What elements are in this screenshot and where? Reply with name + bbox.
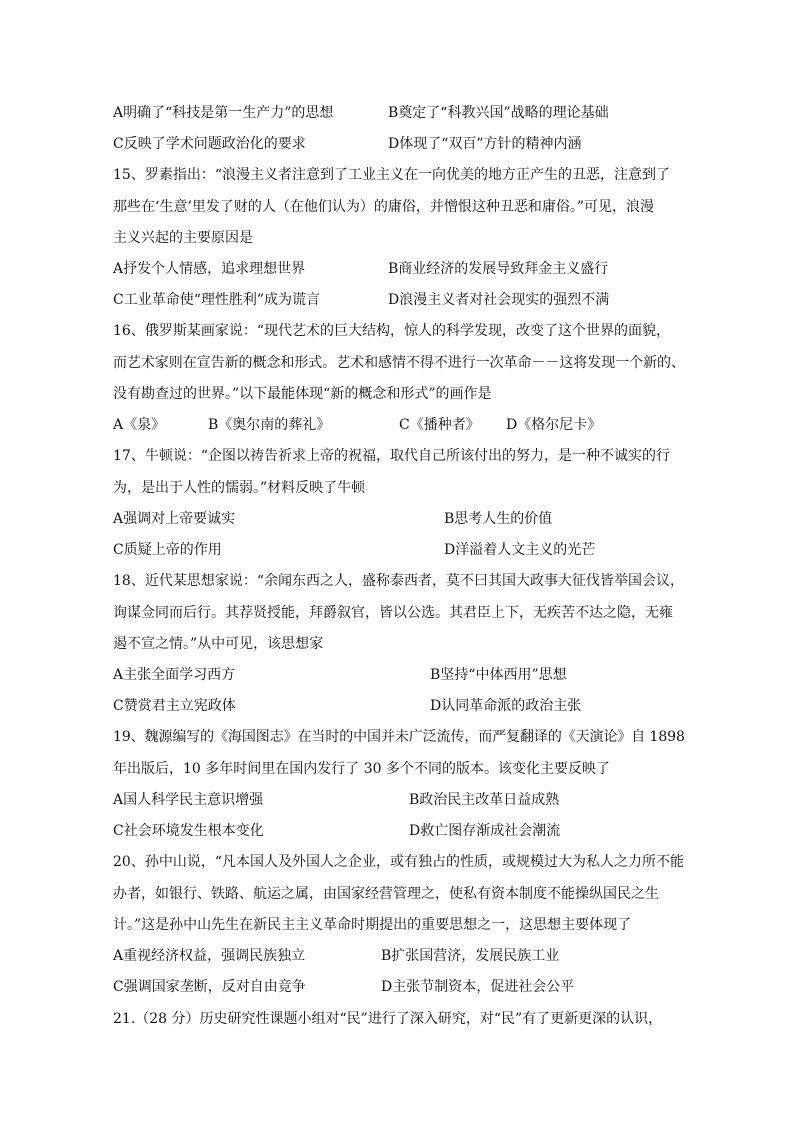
q14-option-c: C反映了学术问题政治化的要求 bbox=[113, 136, 306, 152]
q15-option-b: B商业经济的发展导致拜金主义盛行 bbox=[388, 261, 609, 277]
q15-option-c: C工业革命使“理性胜利”成为谎言 bbox=[113, 292, 321, 308]
q16-stem-line-2: 而艺术家则在宣告新的概念和形式。艺术和感情不得不进行一次革命－－这将发现一个新的、 bbox=[113, 355, 685, 371]
q18-option-b: B坚持“中体西用”思想 bbox=[430, 667, 567, 683]
q17-option-d: D洋溢着人文主义的光芒 bbox=[444, 542, 596, 558]
q16-stem-line-1: 16、俄罗斯某画家说：“现代艺术的巨大结构，惊人的科学发现，改变了这个世界的面貌， bbox=[113, 323, 670, 339]
q18-stem-line-3: 遏不宣之情。”从中可见，该思想家 bbox=[113, 636, 324, 652]
q17-option-b: B思考人生的价值 bbox=[444, 511, 553, 527]
q17-stem-line-1: 17、牛顿说：“企图以祷告祈求上帝的祝福，取代自己所该付出的努力，是一种不诚实的行 bbox=[113, 448, 670, 464]
q16-option-d: D《格尔尼卡》 bbox=[506, 417, 602, 433]
q18-option-a: A主张全面学习西方 bbox=[113, 667, 236, 683]
q20-stem-line-2: 办者，如银行、铁路、航运之属，由国家经营管理之，使私有资本制度不能操纵国民之生 bbox=[113, 886, 659, 902]
q15-stem-line-3: 主义兴起的主要原因是 bbox=[113, 230, 253, 246]
q21-stem-line-1: 21.（28 分）历史研究性课题小组对“民”进行了深入研究，对“民”有了更新更深的认识， bbox=[113, 1011, 663, 1027]
q20-option-b: B扩张国营济，发展民族工业 bbox=[381, 948, 560, 964]
q20-option-d: D主张节制资本，促进社会公平 bbox=[381, 979, 575, 995]
q19-option-d: D救亡图存渐成社会潮流 bbox=[409, 823, 561, 839]
q20-stem-line-1: 20、孙中山说，“凡本国人及外国人之企业，或有独占的性质，或规模过大为私人之力所不能 bbox=[113, 854, 684, 870]
q19-option-c: C社会环境发生根本变化 bbox=[113, 823, 264, 839]
q16-stem-line-3: 没有勘查过的世界。”以下最能体现“新的概念和形式”的画作是 bbox=[113, 386, 492, 402]
q14-option-d: D体现了“双百”方针的精神内涵 bbox=[388, 136, 582, 152]
q19-option-b: B政治民主改革日益成熟 bbox=[409, 792, 560, 808]
q18-stem-line-1: 18、近代某思想家说：“余闻东西之人，盛称泰西者，莫不曰其国大政事大征伐皆举国会议， bbox=[113, 573, 684, 589]
q16-option-c: C《播种者》 bbox=[399, 417, 480, 433]
q19-stem-line-2: 年出版后，10 多年时间里在国内发行了 30 多个不同的版本。该变化主要反映了 bbox=[113, 761, 610, 777]
q14-option-b: B奠定了“科教兴国”战略的理论基础 bbox=[388, 105, 609, 121]
q15-stem-line-2: 那些在‘生意’里发了财的人（在他们认为）的庸俗，并憎恨这种丑恶和庸俗。”可见，浪漫 bbox=[113, 199, 655, 215]
q20-stem-line-3: 计。”这是孙中山先生在新民主主义革命时期提出的重要思想之一，这思想主要体现了 bbox=[113, 917, 632, 933]
q16-option-a: A《泉》 bbox=[113, 417, 166, 433]
q17-option-a: A强调对上帝要诚实 bbox=[113, 511, 236, 527]
q14-option-a: A明确了“科技是第一生产力”的思想 bbox=[113, 105, 334, 121]
q20-option-a: A重视经济权益，强调民族独立 bbox=[113, 948, 306, 964]
q18-option-c: C赞赏君主立宪政体 bbox=[113, 698, 236, 714]
q19-stem-line-1: 19、魏源编写的《海国图志》在当时的中国并未广泛流传，而严复翻译的《天演论》自 1898 bbox=[113, 729, 685, 745]
q16-option-b: B《奥尔南的葬礼》 bbox=[208, 417, 331, 433]
q20-option-c: C强调国家垄断，反对自由竞争 bbox=[113, 979, 306, 995]
q15-option-a: A抒发个人情感，追求理想世界 bbox=[113, 261, 306, 277]
q19-option-a: A国人科学民主意识增强 bbox=[113, 792, 264, 808]
q15-stem-line-1: 15、罗素指出：“浪漫主义者注意到了工业主义在一向优美的地方正产生的丑恶，注意到了 bbox=[113, 167, 670, 183]
q18-stem-line-2: 询谋佥同而后行。其荐贤授能，拜爵叙官，皆以公选。其君臣上下，无疾苦不达之隐，无雍 bbox=[113, 605, 673, 621]
q18-option-d: D认同革命派的政治主张 bbox=[430, 698, 582, 714]
q17-stem-line-2: 为，是出于人性的懦弱。”材料反映了牛顿 bbox=[113, 480, 366, 496]
q15-option-d: D浪漫主义者对社会现实的强烈不满 bbox=[388, 292, 610, 308]
q17-option-c: C质疑上帝的作用 bbox=[113, 542, 222, 558]
